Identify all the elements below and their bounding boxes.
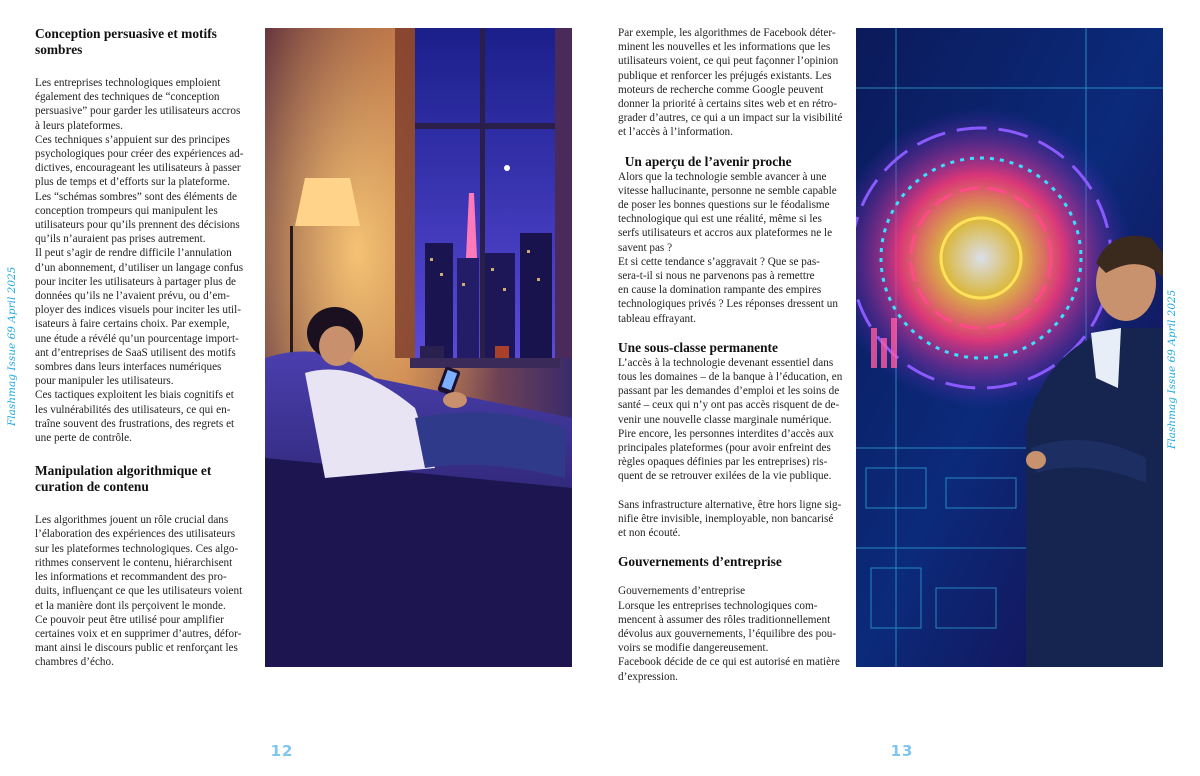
paragraph-persuasive-design: Les entreprises technologiques emploient également des techniques de “conception persuasive” pour garder les utilisateurs accros à leurs plateformes. Ces techniques s’appuient sur des principes psychologiques pour créer des expériences ad- dictives, encourageant les utilisateurs à passer plus de temps et d’efforts sur la plateforme. Les “schémas sombres” sont des éléments de conception trompeurs qui manipulent les utilisateurs pour qu’ils prennent des décisions qu’ils n’auraient pas prises autrement. Il peut s’agir de rendre difficile l’annulation d’un abonnement, d’utiliser un langage confus pour inciter les utilisateurs à partager plus de données qu’ils ne l’avaient prévu, ou d’em- ployer des indices visuels pour inciter les util- isateurs à faire certains choix. Par exemple, une étude a révélé qu’un pourcentage import- ant d’entreprises de SaaS utilisent des motifs sombres dans leurs interfaces numériques pour manipuler les utilisateurs. Ces tactiques exploitent les biais cognitifs et les vulnérabilités des utilisateurs, ce qui en- traîne souvent des frustrations, des regrets et une perte de contrôle. — [35, 77, 244, 445]
page-number-left: 12 — [270, 742, 294, 760]
heading-corporate-governments: Gouvernements d’entreprise — [618, 554, 782, 570]
illustration-man-before-tech-screen — [856, 28, 1163, 667]
paragraph-algorithmic-manipulation: Les algorithmes jouent un rôle crucial dans l’élaboration des expériences des utilisateurs sur les plateformes technologiques. Ces algo- rithmes conservent le contenu, hiérarchisent les informations et recommandent des pro- duits, influençant ce que les utilisateurs voient et la manière dont ils perçoivent le monde. Ce pouvoir peut être utilisé pour amplifier certaines voix et en supprimer d’autres, défor- mant ainsi le discours public et renforçant les chambres d’écho. — [35, 514, 243, 669]
page-number-right: 13 — [890, 742, 914, 760]
right-text-column — [618, 26, 858, 684]
paragraph-offline-invisible: Sans infrastructure alternative, être hors ligne sig- nifie être invisible, inemployable, non bancarisé et non écouté. — [618, 498, 842, 540]
heading-algorithmic-manipulation: Manipulation algorithmique et curation de contenu — [35, 463, 212, 495]
left-text-column — [35, 26, 260, 670]
paragraph-facebook-algorithms: Par exemple, les algorithmes de Facebook déter- minent les nouvelles et les informations que les utilisateurs voient, ce qui peut façonner l’opinion publique et renforcer les préjugés existants. Les moteurs de recherche comme Google peuvent donner la priorité à certains sites web et en rétro- grader d’autres, ce qui a un impact sur la visibilité et l’accès à l’information. — [618, 27, 843, 139]
heading-persuasive-design: Conception persuasive et motifs sombres — [35, 26, 217, 57]
paragraph-corporate-governments: Gouvernements d’entreprise Lorsque les entreprises technologiques com- mencent à assumer des rôles traditionnellement dévolus aux gouvernements, l’équilibre des pou- voirs se modifie dangereusement. Facebook décide de ce qui est autorisé en matière d’expression. — [618, 585, 840, 683]
paragraph-permanent-underclass: L’accès à la technologie devenant essentiel dans tous les domaines – de la banque à l’éducation, en passant par les demandes d’emploi et les soins de santé – ceux qui n’y ont pas accès risquent de de- venir une nouvelle classe marginale numérique. Pire encore, les personnes interdites d’accès aux principales plateformes (pour avoir enfreint des règles opaques définies par les entreprises) ris- quent de se retrouver exilées de la vie publique. — [618, 356, 843, 483]
illustration-teen-on-phone — [265, 28, 572, 667]
side-caption-right: Flashmag Issue 69 April 2025 — [1166, 289, 1178, 449]
side-caption-left: Flashmag Issue 69 April 2025 — [6, 266, 18, 426]
heading-permanent-underclass: Une sous-classe permanente — [618, 339, 778, 355]
heading-near-future: Un aperçu de l’avenir proche — [618, 153, 792, 169]
paragraph-near-future: Alors que la technologie semble avancer à une vitesse hallucinante, personne ne semble capable de poser les bonnes questions sur le féodalisme technologique qui est une réalité, même si les serfs utilisateurs et accros aux plateformes ne le savent pas ? Et si cette tendance s’aggravait ? Que se pas- sera-t-il si nous ne parvenons pas à remettre en cause la domination rampante des empires technologiques privés ? Les réponses dressent un tableau effrayant. — [618, 170, 838, 325]
